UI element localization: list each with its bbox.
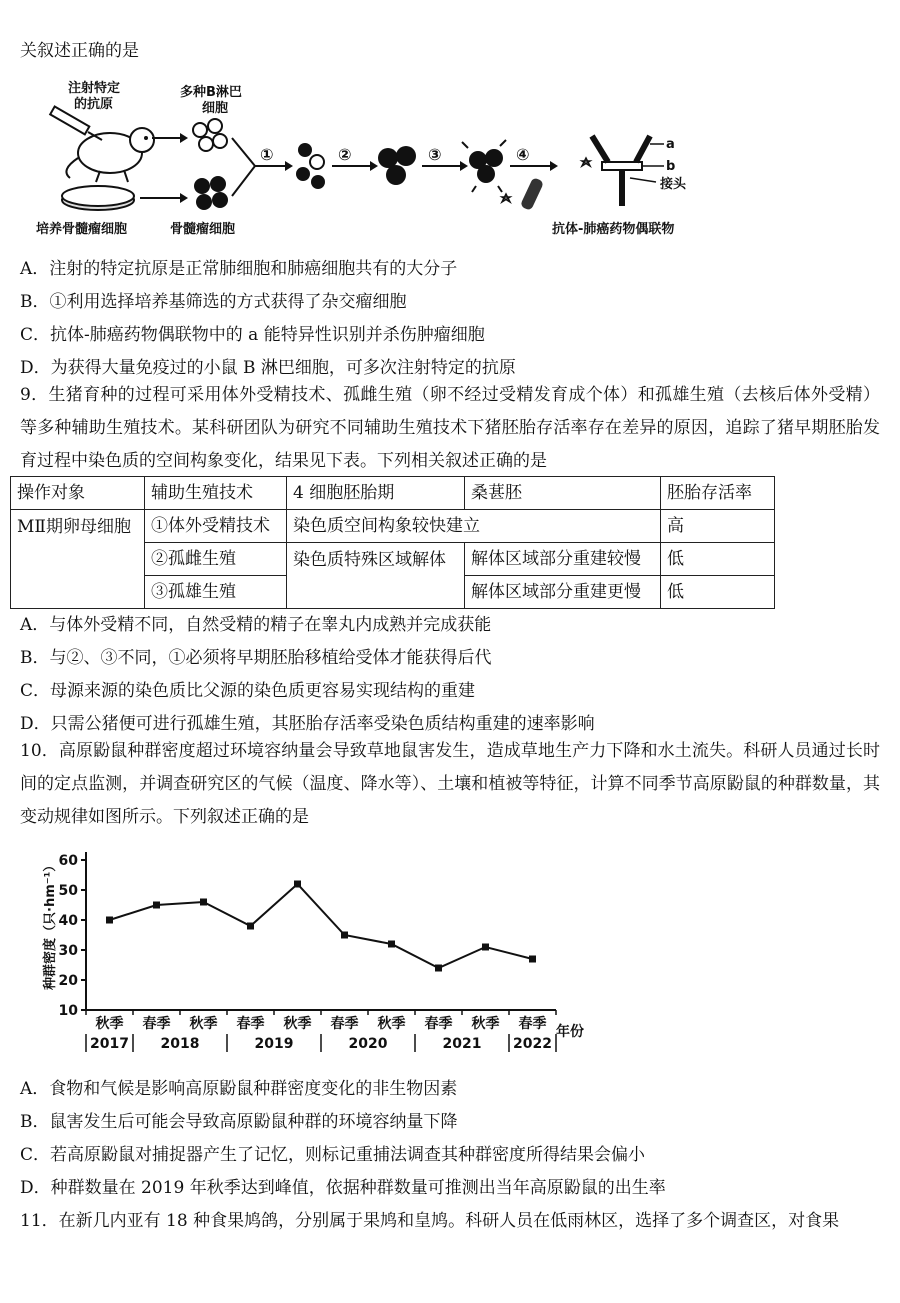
arrow-head [460, 161, 468, 171]
q9-option-c: C．母源来源的染色质比父源的染色质更容易实现结构的重建 [20, 681, 476, 701]
x-tick-label: 秋季 [189, 1016, 218, 1032]
x-tick-label: 春季 [424, 1016, 453, 1032]
table-row [11, 510, 775, 543]
table-cell: 解体区域部分重建更慢 [465, 576, 661, 609]
table-cell-object: MⅡ期卵母细胞 [11, 510, 145, 609]
x-tick-label: 春季 [330, 1016, 359, 1032]
step-1-label: ① [260, 145, 274, 164]
x-tick-label: 秋季 [471, 1016, 500, 1032]
x-axis-label: 年份 [556, 1024, 584, 1040]
label-a: a [666, 137, 675, 152]
drug-vial-icon [502, 177, 544, 211]
table-cell: 低 [661, 576, 775, 609]
q10-option-c: C．若高原鼢鼠对捕捉器产生了记忆，则标记重捕法调查其种群密度所得结果会偏小 [20, 1145, 646, 1165]
q8-option-c: C．抗体-肺癌药物偶联物中的 a 能特异性识别并杀伤肿瘤细胞 [20, 325, 485, 345]
year-label: 2017 [90, 1036, 129, 1052]
q10-option-b: B．鼠害发生后可能会导致高原鼢鼠种群的环境容纳量下降 [20, 1112, 458, 1132]
series-line [110, 884, 533, 968]
data-point [529, 956, 536, 963]
year-label: 2018 [160, 1036, 200, 1052]
q8-option-d: D．为获得大量免疫过的小鼠 B 淋巴细胞，可多次注射特定的抗原 [20, 358, 516, 378]
q8-option-b: B．①利用选择培养基筛选的方式获得了杂交瘤细胞 [20, 292, 407, 312]
culture-label: 培养骨髓瘤细胞 [36, 222, 128, 237]
y-tick-label: 10 [58, 1003, 78, 1019]
data-point [106, 917, 113, 924]
b-cells-label-2: 细胞 [202, 101, 229, 116]
table-cell: 染色质特殊区域解体 [287, 543, 465, 609]
q9-option-b: B．与②、③不同，①必须将早期胚胎移植给受体才能获得后代 [20, 648, 492, 668]
question-stem-tail: 关叙述正确的是 [20, 41, 139, 61]
fused-cells-icon [296, 143, 325, 189]
antibody-conjugate-icon [582, 136, 664, 206]
x-tick-label: 春季 [142, 1016, 171, 1032]
mouse-icon [66, 128, 154, 182]
monoclonal-antibody-diagram [30, 78, 710, 246]
arrow-head [180, 193, 188, 203]
q9-stem: 9．生猪育种的过程可采用体外受精技术、孤雌生殖（卵不经过受精发育成个体）和孤雄生殖（去核后体外受精）等多种辅助生殖技术。某科研团队为研究不同辅助生殖技术下猪胚胎存活率存在差异的原因，追踪了猪早期胚胎发育过程中染色质的空间构象变化，结果见下表。下列相关叙述正确的是 [20, 385, 880, 471]
arrow-head [285, 161, 293, 171]
y-tick-label: 50 [58, 883, 78, 899]
q9-option-a: A．与体外受精不同，自然受精的精子在睾丸内成熟并完成获能 [20, 615, 492, 635]
q10-option-d: D．种群数量在 2019 年秋季达到峰值，依据种群数量可推测出当年高原鼢鼠的出生率 [20, 1178, 666, 1198]
population-density-chart [20, 840, 600, 1070]
data-point [435, 965, 442, 972]
x-tick-label: 秋季 [95, 1016, 124, 1032]
table-header: 操作对象 [11, 477, 145, 510]
data-point [341, 932, 348, 939]
arrow-head [550, 161, 558, 171]
joint-label: 接头 [660, 177, 687, 192]
q9-table [10, 476, 775, 609]
b-cells-icon [193, 119, 227, 151]
arrow [232, 138, 255, 166]
inject-label-1: 注射特定 [68, 81, 121, 96]
year-label: 2020 [348, 1036, 388, 1052]
table-cell: 低 [661, 543, 775, 576]
x-tick-label: 秋季 [283, 1016, 312, 1032]
table-cell: 染色质空间构象较快建立 [287, 510, 661, 543]
x-tick-label: 秋季 [377, 1016, 406, 1032]
inject-label-2: 的抗原 [74, 97, 114, 112]
table-cell: ①体外受精技术 [145, 510, 287, 543]
table-header-row [11, 477, 775, 510]
step-4-label: ④ [516, 145, 530, 164]
table-cell: 高 [661, 510, 775, 543]
myeloma-label: 骨髓瘤细胞 [170, 222, 236, 237]
q10-stem: 10．高原鼢鼠种群密度超过环境容纳量会导致草地鼠害发生，造成草地生产力下降和水土流失。科研人员通过长时间的定点监测，并调查研究区的气候（温度、降水等）、土壤和植被等特征，计算不同季节高原鼢鼠的种群数量，其变动规律如图所示。下列叙述正确的是 [20, 741, 880, 827]
x-tick-label: 春季 [236, 1016, 265, 1032]
table-header: 4 细胞胚胎期 [287, 477, 465, 510]
q10-option-a: A．食物和气候是影响高原鼢鼠种群密度变化的非生物因素 [20, 1079, 458, 1099]
b-cells-label-1: 多种B淋巴 [180, 85, 242, 100]
y-tick-label: 20 [58, 973, 78, 989]
x-tick-label: 春季 [518, 1016, 547, 1032]
data-point [247, 923, 254, 930]
year-label: 2021 [442, 1036, 482, 1052]
chart-marks [106, 881, 536, 972]
arrow-head [180, 133, 188, 143]
table-header: 辅助生殖技术 [145, 477, 287, 510]
data-point [482, 944, 489, 951]
data-point [388, 941, 395, 948]
year-label: 2022 [513, 1036, 552, 1052]
y-tick-label: 30 [58, 943, 78, 959]
arrow [232, 166, 255, 196]
q11-stem: 11．在新几内亚有 18 种食果鸠鸽，分别属于果鸠和皇鸠。科研人员在低雨林区，选择了多个调查区，对食果 [20, 1211, 840, 1231]
arrow-head [370, 161, 378, 171]
petri-dish-icon [62, 186, 134, 210]
q9-option-d: D．只需公猪便可进行孤雄生殖，其胚胎存活率受染色质结构重建的速率影响 [20, 714, 595, 734]
year-label: 2019 [254, 1036, 294, 1052]
table-cell: ③孤雄生殖 [145, 576, 287, 609]
table-cell: ②孤雌生殖 [145, 543, 287, 576]
y-tick-label: 40 [58, 913, 78, 929]
step-3-label: ③ [428, 145, 442, 164]
conjugate-label: 抗体-肺癌药物偶联物 [552, 222, 675, 237]
q8-option-a: A．注射的特定抗原是正常肺细胞和肺癌细胞共有的大分子 [20, 259, 458, 279]
myeloma-cells-icon [194, 176, 228, 210]
step-2-label: ② [338, 145, 352, 164]
y-axis-label: 种群密度（只·hm⁻¹） [43, 858, 58, 990]
data-point [153, 902, 160, 909]
y-tick-label: 60 [58, 853, 78, 869]
label-b: b [666, 159, 676, 174]
table-header: 桑葚胚 [465, 477, 661, 510]
table-header: 胚胎存活率 [661, 477, 775, 510]
data-point [200, 899, 207, 906]
table-cell: 解体区域部分重建较慢 [465, 543, 661, 576]
chart-axes [59, 852, 556, 1052]
hybridoma-cells-icon [378, 146, 416, 185]
data-point [294, 881, 301, 888]
antibody-secreting-cells-icon [462, 140, 506, 192]
